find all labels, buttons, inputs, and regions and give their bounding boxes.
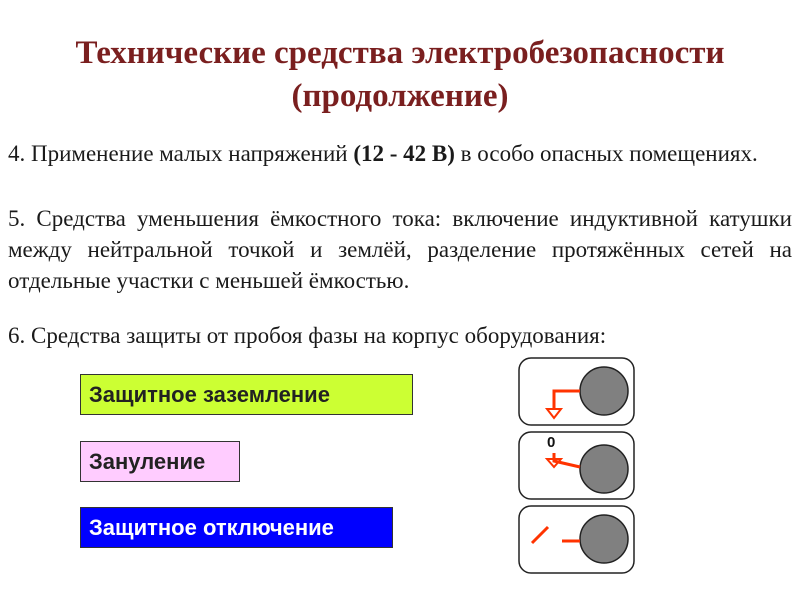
item-4-voltage: (12 - 42 В) (353, 141, 455, 166)
item-6: 6. Средства защиты от пробоя фазы на корпус оборудования: (8, 323, 607, 348)
equipment-casing-icon (580, 367, 628, 415)
equipment-casing-icon (580, 515, 628, 563)
item-4-end: в особо опасных помещениях. (454, 141, 758, 166)
neutralizing-box: Зануление (80, 441, 240, 482)
item-5: 5. Средства уменьшения ёмкостного тока: включение индуктивной катушки между нейтральной точкой и землёй, разделение протяжённых сетей на отдельные участки с меньшей ёмкостью. (8, 206, 792, 293)
disconnection-diagram (518, 505, 636, 575)
slide-title (0, 32, 800, 118)
title-line-1: Технические средства электробезопасности (75, 35, 725, 71)
grounding-box: Защитное заземление (80, 374, 413, 415)
title-line-2: (продолжение) (291, 78, 509, 114)
item-4 (8, 138, 792, 169)
disconnection-box: Защитное отключение (80, 507, 393, 548)
grounding-diagram (518, 357, 636, 427)
neutralizing-diagram (518, 431, 636, 501)
item-4-start: 4. Применение малых напряжений (8, 141, 354, 166)
neutral-label: 0 (547, 434, 556, 451)
equipment-casing-icon (580, 445, 628, 493)
